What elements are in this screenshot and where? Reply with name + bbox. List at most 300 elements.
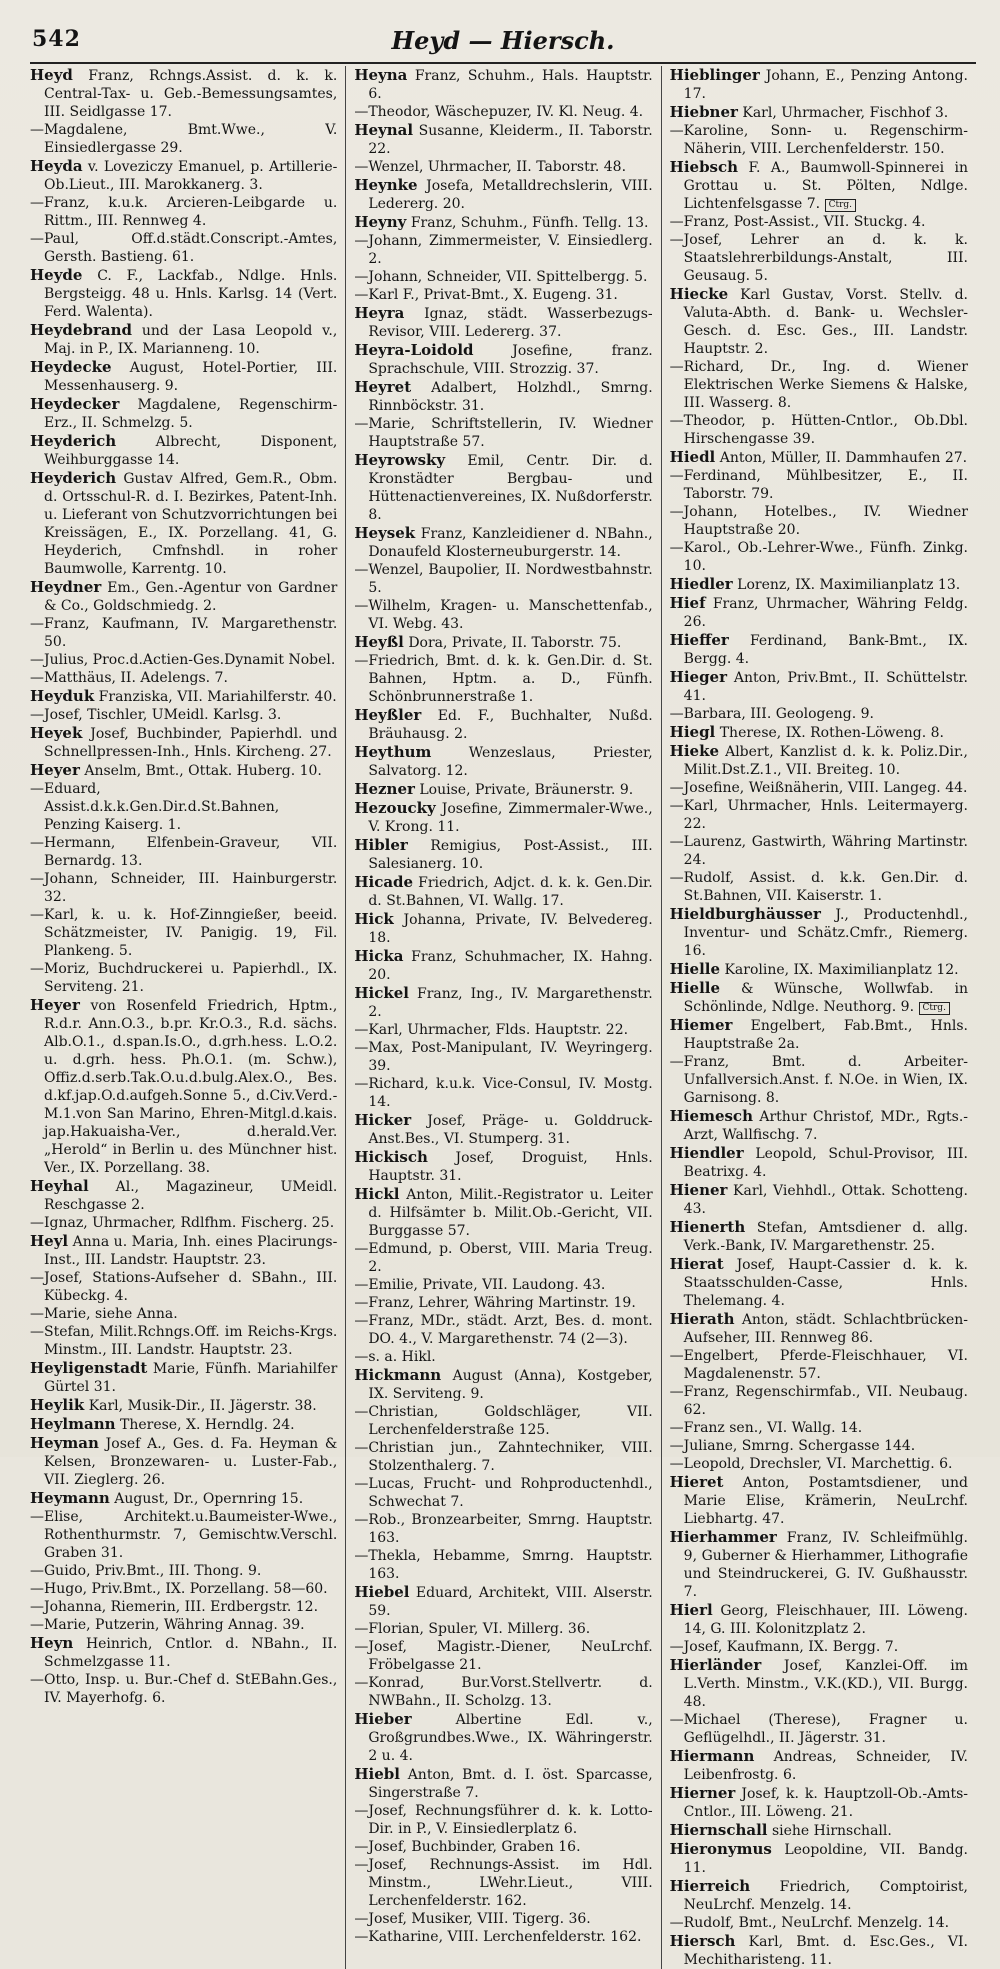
entry-details: Johann, Hotelbes., IV. Wiedner Hauptstraße 20. (683, 504, 968, 538)
directory-entry (30, 1214, 337, 1232)
directory-entry (670, 1383, 968, 1419)
ditto-dash: — (30, 1617, 44, 1633)
directory-entry (354, 1583, 652, 1620)
ditto-dash: — (669, 468, 684, 484)
directory-entry (30, 996, 337, 1177)
directory-entry (354, 286, 652, 304)
entry-details: Theodor, p. Hütten-Cntlor., Ob.Dbl. Hirschengasse 39. (683, 413, 968, 447)
entry-details: Karoline, Sonn- u. Regenschirm-Näherin, VIII. Lerchenfelderstr. 150. (683, 123, 968, 157)
entry-surname: Heyderich (30, 469, 117, 487)
ditto-dash: — (354, 1295, 369, 1311)
entry-details: Karol., Ob.-Lehrer-Wwe., Fünfh. Zinkg. 10. (683, 540, 968, 574)
entry-details: Franz, Kaufmann, IV. Margarethenstr. 50. (44, 616, 338, 650)
entry-details: Marie, siehe Anna. (44, 1306, 178, 1322)
ditto-dash: — (354, 598, 369, 614)
entry-surname: Heylmann (30, 1415, 116, 1433)
entry-details: Josefa, Metalldrechslerin, VIII. Ledererg. 20. (368, 178, 653, 212)
entry-surname: Hierländer (669, 1656, 762, 1674)
entry-details: Magdalene, Bmt.Wwe., V. Einsiedlergasse 29. (44, 122, 338, 156)
column-3 (661, 66, 976, 1969)
entry-details: Karl, Musik-Dir., II. Jägerstr. 38. (88, 1398, 317, 1414)
ditto-dash: — (669, 706, 684, 722)
entry-surname: Hibler (354, 836, 408, 854)
entry-surname: Heyra-Loidold (354, 341, 474, 359)
entry-surname: Heynke (354, 176, 418, 194)
entry-details: Al., Magazineur, UMeidl. Reschgasse 2. (44, 1179, 338, 1213)
ditto-dash: — (669, 123, 684, 139)
ditto-dash: — (354, 1241, 369, 1257)
directory-entry (30, 669, 337, 687)
entry-details: Franz, k.u.k. Arcieren-Leibgarde u. Rittm., III. Rennweg 4. (44, 195, 338, 229)
directory-entry (354, 268, 652, 286)
directory-entry (354, 341, 652, 378)
entry-surname: Hiedl (669, 448, 716, 466)
entry-details: Josefine, Zimmermaler-Wwe., V. Krong. 11. (368, 801, 653, 835)
entry-details: Josef, Kanzlei-Off. im L.Verth. Minstm., V.K.(KD.), VII. Burgg. 48. (683, 1658, 968, 1710)
ditto-dash: — (30, 652, 44, 668)
entry-surname: Hief (669, 594, 706, 612)
entry-details: Paul, Off.d.städt.Conscript.-Amtes, Gersth. Bastieng. 61. (44, 231, 338, 265)
entry-surname: Hicka (354, 947, 404, 965)
entry-details: Anton, Priv.Bmt., II. Schüttelstr. 41. (683, 670, 968, 704)
directory-entry (670, 1932, 968, 1969)
directory-entry (670, 285, 968, 358)
directory-entry (354, 304, 652, 341)
ditto-dash: — (30, 961, 44, 977)
entry-details: Matthäus, II. Adelengs. 7. (44, 670, 228, 686)
entry-details: Magdalene, Regenschirm-Erz., II. Schmelzg. 5. (44, 397, 338, 431)
ditto-dash: — (669, 1639, 684, 1655)
ditto-dash: — (669, 214, 684, 230)
entry-details: Albert, Kanzlist d. k. k. Poliz.Dir., Milit.Dst.Z.1., VII. Breiteg. 10. (683, 744, 969, 778)
entry-details: Arthur Christof, MDr., Rgts.-Arzt, Wallfischg. 7. (683, 1109, 968, 1143)
entry-details: Susanne, Kleiderm., II. Taborstr. 22. (368, 123, 653, 157)
entry-details: Franz, Post-Assist., VII. Stuckg. 4. (683, 214, 926, 230)
entry-details: Eduard, Architekt, VIII. Alserstr. 59. (368, 1585, 653, 1619)
entry-details: von Rosenfeld Friedrich, Hptm., R.d.r. Ann.O.3., b.pr. Kr.O.3., R.d. sächs. Alb.O.1., d.span.Is.O., d.grh.hess. L.O.2. u. d.grh. hess. Ph.O.1. (m. Schw.), Offiz.d.serb.Tak.O.u.d.bulg.Alex.O., Bes. d.kf.jap.O.d.aufgeh.Sonne 5., d.Civ.Verd.-M.1.von San Marino, Ehren-Mitgl.d.kais. jap.Hakuaisha-Ver., d.herald.Ver.„Herold“ in Berlin u. des Münchner hist. Ver., IX. Porzellang. 38. (44, 998, 338, 1176)
ditto-dash: — (30, 835, 44, 851)
ditto-dash: — (30, 1306, 44, 1322)
directory-entry (354, 836, 652, 873)
ditto-dash: — (30, 1270, 44, 1286)
directory-entry (354, 1348, 652, 1366)
entry-details: Franz, Regenschirmfab., VII. Neubaug. 62. (683, 1384, 968, 1418)
entry-details: s. a. Hikl. (368, 1349, 436, 1365)
ditto-dash: — (354, 1911, 369, 1927)
directory-entry (670, 631, 968, 668)
directory-entry (670, 869, 968, 905)
entry-details: Thekla, Hebamme, Smrng. Hauptstr. 163. (368, 1548, 653, 1582)
entry-details: Louise, Private, Bräunerstr. 9. (419, 782, 634, 798)
entry-details: Johann, E., Penzing Antong. 17. (683, 68, 968, 102)
page-number: 542 (32, 26, 81, 52)
entry-surname: Heyra (354, 304, 405, 322)
ditto-dash: — (30, 707, 44, 723)
ditto-dash: — (354, 1277, 369, 1293)
directory-entry (670, 1107, 968, 1144)
ditto-dash: — (30, 1581, 44, 1597)
directory-entry (354, 1802, 652, 1838)
entry-details: Josefine, franz. Sprachschule, VIII. Strozzig. 37. (368, 343, 653, 377)
directory-entry (30, 321, 337, 358)
directory-entry (30, 1580, 337, 1598)
entry-details: Karoline, IX. Maximilianplatz 12. (724, 962, 959, 978)
directory-entry (30, 1305, 337, 1323)
entry-details: Ed. F., Buchhalter, Nußd. Bräuhausg. 2. (368, 708, 653, 742)
entry-surname: Heyret (354, 378, 412, 396)
directory-entry (354, 232, 652, 268)
entry-details: Anton, Postamtsdiener, und Marie Elise, Krämerin, NeuLrchf. Liebhartg. 47. (683, 1475, 968, 1527)
directory-entry (670, 1877, 968, 1914)
directory-entry (30, 66, 337, 121)
directory-entry (354, 1039, 652, 1075)
directory-entry (354, 1928, 652, 1946)
directory-entry (354, 1674, 652, 1710)
entry-details: Christian jun., Zahntechniker, VIII. Stolzenthalerg. 7. (368, 1440, 653, 1474)
entry-details: F. A., Baumwoll-Spinnerei in Grottau u. St. Pölten, Ndlge. Lichtenfelsgasse 7. (683, 160, 969, 212)
directory-entry (670, 1821, 968, 1840)
directory-entry (670, 1784, 968, 1821)
directory-entry (354, 176, 652, 213)
entry-details: Josef, Rechnungs-Assist. im Hdl. Minstm., LWehr.Lieut., VIII. Lerchenfelderstr. 162. (368, 1857, 653, 1909)
entry-details: Guido, Priv.Bmt., III. Thong. 9. (44, 1563, 262, 1579)
entry-details: Ignaz, städt. Wasserbezugs-Revisor, VIII. Ledererg. 37. (368, 306, 653, 340)
entry-details: Josef, Stations-Aufseher d. SBahn., III. Kübeckg. 4. (44, 1270, 338, 1304)
entry-surname: Heyer (30, 761, 80, 779)
entry-surname: Hick (354, 910, 394, 928)
ditto-dash: — (669, 1712, 684, 1728)
entry-details: Georg, Fleischhauer, III. Löweng. 14, G. III. Kolonitzplatz 2. (683, 1603, 968, 1637)
entry-surname: Heyer (30, 996, 80, 1014)
entry-details: Franz, MDr., städt. Arzt, Bes. d. mont. DO. 4., V. Margarethenstr. 74 (2—3). (368, 1313, 653, 1347)
directory-entry (354, 103, 652, 121)
entry-details: siehe Hirnschall. (771, 1823, 892, 1839)
directory-entry (670, 66, 968, 103)
directory-entry (30, 1598, 337, 1616)
entry-details: Anton, Bmt. d. I. öst. Sparcasse, Singerstraße 7. (368, 1767, 653, 1801)
directory-entry (354, 743, 652, 780)
directory-entry (670, 467, 968, 503)
entry-details: Therese, IX. Rothen-Löweng. 8. (719, 725, 944, 741)
entry-details: Ferdinand, Bank-Bmt., IX. Bergg. 4. (683, 633, 969, 667)
entry-surname: Hierl (669, 1601, 713, 1619)
entry-details: Marie, Schriftstellerin, IV. Wiedner Hauptstraße 57. (368, 416, 653, 450)
entry-details: Therese, X. Herndlg. 24. (120, 1417, 295, 1433)
entry-surname: Hiecke (669, 285, 729, 303)
directory-entry (670, 1638, 968, 1656)
directory-entry (354, 561, 652, 597)
ditto-dash: — (30, 231, 44, 247)
directory-entry (354, 1075, 652, 1111)
ditto-dash: — (354, 1512, 369, 1528)
directory-entry (670, 668, 968, 705)
ditto-dash: — (354, 1313, 369, 1329)
ditto-dash: — (354, 1639, 369, 1655)
entry-details: Leopoldine, VII. Bandg. 11. (683, 1842, 968, 1876)
entry-details: Karl, Viehhdl., Ottak. Schotteng. 43. (683, 1183, 968, 1217)
entry-details: Stefan, Amtsdiener d. allg. Verk.-Bank, IV. Margarethenstr. 25. (683, 1220, 969, 1254)
directory-entry (354, 1910, 652, 1928)
directory-entry (30, 1616, 337, 1634)
directory-entry (354, 947, 652, 984)
entry-details: Gustav Alfred, Gem.R., Obm. d. Ortsschul-R. d. I. Bezirkes, Patent-Inh. u. Lieferant von Schutzvorrichtungen bei Kreissägen, E., IX. Porzellang. 41, G. Heyderich, Cmfnshdl. in roher Baumwolle, Karrentg. 10. (44, 471, 338, 577)
entry-details: Heinrich, Cntlor. d. NBahn., II. Schmelzgasse 11. (44, 1636, 338, 1670)
entry-details: Josef, Lehrer an d. k. k. Staatslehrerbildungs-Anstalt, III. Geusaug. 5. (683, 232, 968, 284)
entry-details: Dora, Private, II. Taborstr. 75. (408, 635, 622, 651)
ditto-dash: — (354, 233, 369, 249)
directory-entry (30, 194, 337, 230)
directory-entry (670, 1528, 968, 1601)
directory-entry (670, 1053, 968, 1107)
directory-entry (30, 266, 337, 321)
entry-surname: Heydebrand (30, 321, 132, 339)
directory-entry (670, 213, 968, 231)
directory-entry (354, 1638, 652, 1674)
directory-entry (670, 1747, 968, 1784)
directory-entry (30, 761, 337, 780)
ditto-dash: — (354, 1839, 369, 1855)
entry-surname: Heyßler (354, 706, 422, 724)
directory-entry (670, 797, 968, 833)
directory-entry (354, 1475, 652, 1511)
ditto-dash: — (669, 232, 684, 248)
entry-details: Katharine, VIII. Lerchenfelderstr. 162. (368, 1929, 642, 1945)
entry-details: Engelbert, Pferde-Fleischhauer, VI. Magdalenenstr. 57. (683, 1348, 968, 1382)
directory-entry (30, 432, 337, 469)
ditto-dash: — (30, 781, 44, 797)
directory-entry (30, 1634, 337, 1671)
entry-badge: Ctrg. (825, 199, 856, 212)
entry-details: Leopold, Schul-Provisor, III. Beatrixg. 4. (683, 1146, 968, 1180)
entry-surname: Hickisch (354, 1148, 428, 1166)
directory-entry (354, 1838, 652, 1856)
directory-entry (30, 687, 337, 706)
directory-entry (670, 1016, 968, 1053)
directory-entry (354, 1185, 652, 1240)
entry-surname: Hiemesch (669, 1107, 753, 1125)
entry-surname: Heyman (30, 1434, 99, 1452)
entry-details: Karl, k. u. k. Hof-Zinngießer, beeid. Schätzmeister, IV. Panigig. 19, Fil. Plankeng. 5. (44, 907, 338, 959)
directory-entry (354, 597, 652, 633)
entry-details: August (Anna), Kostgeber, IX. Serviteng. 9. (368, 1368, 653, 1402)
directory-entry (670, 575, 968, 594)
entry-details: Lorenz, IX. Maximilianplatz 13. (737, 577, 961, 593)
directory-entry (670, 1840, 968, 1877)
entry-details: Max, Post-Manipulant, IV. Weyringerg. 39. (368, 1040, 653, 1074)
entry-details: Friedrich, Adjct. d. k. k. Gen.Dir. d. St.Bahnen, VI. Wallg. 17. (368, 875, 653, 909)
ditto-dash: — (30, 1599, 44, 1615)
entry-surname: Heyrowsky (354, 451, 446, 469)
directory-entry (30, 1232, 337, 1269)
entry-surname: Hieffer (669, 631, 729, 649)
entry-details: August, Hotel-Portier, III. Messenhauserg. 9. (44, 360, 338, 394)
directory-entry (354, 451, 652, 524)
directory-entry (30, 1415, 337, 1434)
directory-entry (30, 1671, 337, 1707)
directory-entry (670, 1347, 968, 1383)
directory-entry (670, 503, 968, 539)
ditto-dash: — (669, 834, 684, 850)
entry-surname: Hiemer (669, 1016, 733, 1034)
entry-details: Anselm, Bmt., Ottak. Huberg. 10. (84, 763, 322, 779)
directory-entry (670, 905, 968, 960)
entry-details: Elise, Architekt.u.Baumeister-Wwe., Rothenthurmstr. 7, Gemischtw.Verschl. Graben 31. (44, 1509, 338, 1561)
directory-entry (354, 706, 652, 743)
directory-entry (354, 1620, 652, 1638)
entry-surname: Hierner (669, 1784, 736, 1802)
entry-details: Josef, Buchbinder, Papierhdl. und Schnellpressen-Inh., Hnls. Kircheng. 27. (44, 726, 338, 760)
entry-details: Franziska, VII. Mariahilferstr. 40. (98, 689, 337, 705)
directory-entry (354, 910, 652, 947)
entry-surname: Hierreich (669, 1877, 751, 1895)
entry-details: Moriz, Buchdruckerei u. Papierhdl., IX. Serviteng. 21. (44, 961, 338, 995)
entry-details: Albertine Edl. v., Großgrundbes.Wwe., IX. Währingerstr. 2 u. 4. (368, 1712, 653, 1764)
directory-entry (354, 633, 652, 652)
entry-surname: Hieke (669, 742, 720, 760)
entry-details: Karl F., Privat-Bmt., X. Eugeng. 31. (368, 287, 618, 303)
directory-entry (670, 448, 968, 467)
entry-surname: Hezner (354, 780, 415, 798)
entry-details: Josef, Rechnungsführer d. k. k. Lotto-Dir. in P., V. Einsiedlerplatz 6. (368, 1803, 653, 1837)
directory-entry (354, 799, 652, 836)
ditto-dash: — (354, 104, 369, 120)
ditto-dash: — (669, 1384, 684, 1400)
ditto-dash: — (354, 159, 369, 175)
ditto-dash: — (354, 1857, 369, 1873)
directory-entry (670, 779, 968, 797)
ditto-dash: — (30, 1324, 44, 1340)
entry-details: Johanna, Riemerin, III. Erdbergstr. 12. (44, 1599, 319, 1615)
directory-entry (30, 121, 337, 157)
entry-details: Josef, Buchbinder, Graben 16. (368, 1839, 581, 1855)
entry-surname: Hierhammer (669, 1528, 777, 1546)
entry-details: Franz sen., VI. Wallg. 14. (683, 1420, 863, 1436)
entry-surname: Heylik (30, 1396, 85, 1414)
entry-surname: Hiegl (669, 723, 716, 741)
entry-details: Franz, Bmt. d. Arbeiter-Unfallversich.Anst. f. N.Oe. in Wien, IX. Garnisong. 8. (683, 1054, 968, 1106)
ditto-dash: — (669, 1420, 684, 1436)
column-2 (345, 66, 660, 1969)
entry-surname: Hieblinger (669, 66, 760, 84)
entry-details: C. F., Lackfab., Ndlge. Hnls. Bergsteigg. 48 u. Hnls. Karlsg. 14 (Vert. Ferd. Walenta). (44, 268, 338, 320)
entry-surname: Hielle (669, 960, 721, 978)
entry-surname: Hiersch (669, 1932, 736, 1950)
directory-entry (30, 834, 337, 870)
entry-details: Engelbert, Fab.Bmt., Hnls. Hauptstraße 2a. (683, 1018, 969, 1052)
entry-details: Konrad, Bur.Vorst.Stellvertr. d. NWBahn., II. Scholzg. 13. (368, 1675, 653, 1709)
entry-details: Edmund, p. Oberst, VIII. Maria Treug. 2. (368, 1241, 653, 1275)
directory-entry (670, 1144, 968, 1181)
entry-details: und der Lasa Leopold v., Maj. in P., IX. Marianneng. 10. (44, 323, 338, 357)
entry-surname: Heyligenstadt (30, 1359, 148, 1377)
entry-details: Marie, Fünfh. Mariahilfer Gürtel 31. (44, 1361, 338, 1395)
entry-details: Barbara, III. Geologeng. 9. (683, 706, 875, 722)
directory-entry (30, 1508, 337, 1562)
directory-entry (670, 1914, 968, 1932)
directory-entry (670, 122, 968, 158)
ditto-dash: — (669, 1915, 684, 1931)
directory-entry (30, 230, 337, 266)
ditto-dash: — (354, 1675, 369, 1691)
entry-surname: Hicade (354, 873, 414, 891)
entry-surname: Heydner (30, 578, 102, 596)
directory-entry (30, 1323, 337, 1359)
entry-surname: Heythum (354, 743, 432, 761)
entry-surname: Hierat (669, 1255, 724, 1273)
directory-entry (670, 1711, 968, 1747)
entry-details: Anton, Milit.-Registrator u. Leiter d. Hilfsämter b. Milit.Ob.-Gericht, VII. Burggasse 57. (368, 1187, 653, 1239)
directory-entry (30, 615, 337, 651)
ditto-dash: — (30, 1509, 44, 1525)
entry-surname: Heyhal (30, 1177, 89, 1195)
entry-details: Leopold, Drechsler, VI. Marchettig. 6. (683, 1456, 953, 1472)
directory-entry (670, 833, 968, 869)
entry-details: Karl, Bmt. d. Esc.Ges., VI. Mechitharisteng. 11. (683, 1934, 969, 1968)
entry-surname: Hickmann (354, 1366, 442, 1384)
entry-details: Josef, Musiker, VIII. Tigerg. 36. (368, 1911, 591, 1927)
ditto-dash: — (354, 1349, 369, 1365)
directory-entry (670, 1473, 968, 1528)
entry-details: Rob., Bronzearbeiter, Smrng. Hauptstr. 163. (368, 1512, 653, 1546)
entry-surname: Hieret (669, 1473, 724, 1491)
entry-details: Karl, Uhrmacher, Flds. Hauptstr. 22. (368, 1022, 629, 1038)
directory-entry (354, 780, 652, 799)
entry-details: Richard, k.u.k. Vice-Consul, IV. Mostg. 14. (368, 1076, 653, 1110)
directory-entry (354, 1276, 652, 1294)
entry-details: Friedrich, Bmt. d. k. k. Gen.Dir. d. St. Bahnen, Hptm. a. D., Fünfh. Schönbrunnerstraße 1. (368, 653, 653, 705)
ditto-dash: — (354, 1929, 369, 1945)
entry-details: Josef, Haupt-Cassier d. k. k. Staatsschulden-Casse, Hnls. Thelemang. 4. (683, 1257, 968, 1309)
entry-details: Hugo, Priv.Bmt., IX. Porzellang. 58—60. (44, 1581, 328, 1597)
entry-details: Wilhelm, Kragen- u. Manschettenfab., VI. Webg. 43. (368, 598, 653, 632)
directory-entry (670, 539, 968, 575)
ditto-dash: — (354, 1803, 369, 1819)
directory-entry (670, 103, 968, 122)
directory-entry (670, 1455, 968, 1473)
entry-details: August, Dr., Opernring 15. (114, 1491, 304, 1507)
directory-entry (354, 524, 652, 561)
directory-entry (354, 415, 652, 451)
entry-surname: Heyda (30, 157, 83, 175)
directory-entry (670, 723, 968, 742)
entry-details: Franz, Kanzleidiener d. NBahn., Donaufeld Klosterneuburgerstr. 14. (368, 526, 653, 560)
entry-details: Friedrich, Comptoirist, NeuLrchf. Menzelg. 14. (683, 1879, 968, 1913)
directory-entry (30, 157, 337, 194)
entry-details: v. Loveziczy Emanuel, p. Artillerie-Ob.Lieut., III. Marokkanerg. 3. (44, 159, 338, 193)
entry-surname: Hiebner (669, 103, 738, 121)
column-1 (30, 66, 345, 1969)
entry-surname: Heyny (354, 213, 407, 231)
entry-details: & Wünsche, Wollwfab. in Schönlinde, Ndlge. Neuthorg. 9. (683, 981, 969, 1015)
ditto-dash: — (669, 780, 684, 796)
ditto-dash: — (669, 1348, 684, 1364)
ditto-dash: — (30, 907, 44, 923)
entry-surname: Heynal (354, 121, 414, 139)
entry-details: Anton, städt. Schlachtbrücken-Aufseher, III. Rennweg 86. (683, 1312, 968, 1346)
entry-details: Christian, Goldschläger, VII. Lerchenfelderstraße 125. (368, 1404, 653, 1438)
directory-entry (354, 1439, 652, 1475)
entry-surname: Hieronymus (669, 1840, 772, 1858)
entry-surname: Hiedler (669, 575, 733, 593)
entry-surname: Heysek (354, 524, 416, 542)
entry-surname: Hicker (354, 1111, 412, 1129)
entry-surname: Hezoucky (354, 799, 436, 817)
directory-entry (30, 1396, 337, 1415)
directory-entry (354, 1511, 652, 1547)
directory-entry (354, 213, 652, 232)
directory-entry (30, 706, 337, 724)
ditto-dash: — (354, 1040, 369, 1056)
